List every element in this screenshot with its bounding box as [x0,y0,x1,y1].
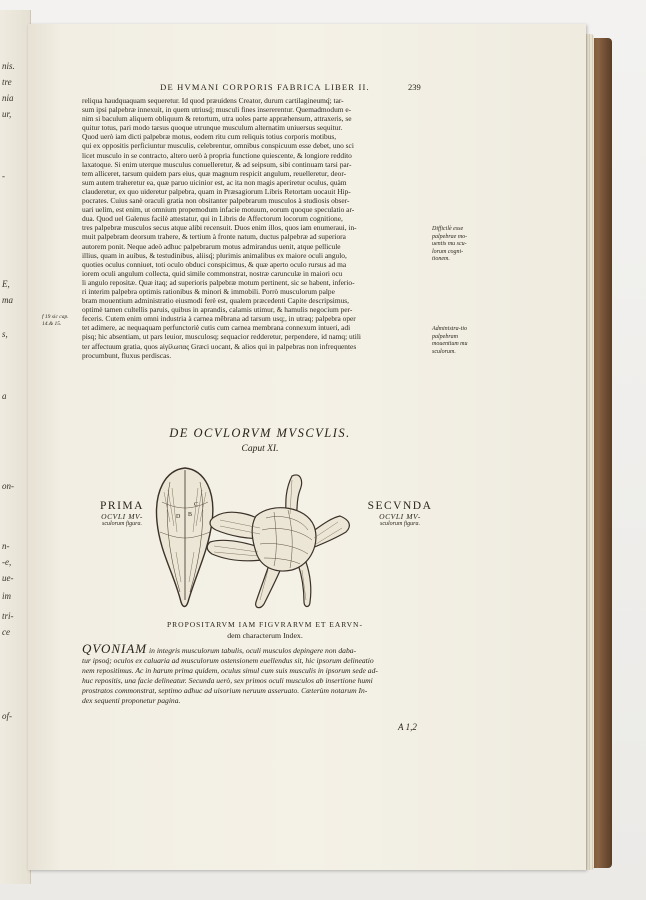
body-line: iorem oculi angulum collecta, quid simile commonstrat, nostrӕ carunculӕ in maiori ocu [82,268,343,278]
figure-introduction-text [82,641,428,706]
body-line: bram mouentium administratio eiusmodi ferè est, qualem prӕcedenti Capite descripsimus, [82,296,350,306]
body-line: illius, quam in auibus, & testudinibus, aliisq́; plurimis animalibus ex maiore oculi angulo, [82,250,347,260]
figure-one-title: PRIMA [100,500,144,512]
facing-page-fragment: ce [2,627,10,637]
facing-page-fragment: ur, [2,109,12,119]
margin-note-reference: f 19 sic cap. 14.& 15. [42,314,69,327]
facing-page-fragment: nis. [2,61,15,71]
body-line: clauderetur, ex quo uideretur palpebra, quam in Prӕsagiorum Libris Retortam uocauit Hip- [82,186,351,196]
margin-note-difficult: Difficilè esse palpebrae mo-uentis mu scu-lorum cogni-tionem. [432,226,468,262]
facing-page-fragment: on- [2,481,14,491]
intro-line: tur ipsoq́; oculos ex caluaria ad musculorum ostensionem euellendus sit, hic ipsorum delineatio [82,656,374,665]
figure-two-subtitle: OCVLI MV- [379,512,421,521]
intro-dropcap: QVONIAM [82,641,148,656]
intro-line: dex sequenti proponetur pagina. [82,696,181,705]
body-line: autorem ponit. Neque adeò adhuc palpebrarum motus admirandus uenit, atque pellicule [82,241,341,251]
facing-page-fragment: tri- [2,611,14,621]
body-line: licet musculo in se contracto, altero uerò à propria functione quiescente, & longiore reddito [82,150,352,160]
intro-line: in integris musculorum tabulis, oculi musculos depingere non daba- [147,646,357,655]
figure-caption-line-1: PROPOSITARVM IAM FIGVRARVM ET EARVN- [167,620,363,629]
intro-line: prostratos commonstrat, septimo adhuc ad uisorium neruum asseruato. Cӕterùm notarum In- [82,686,368,695]
body-line: optimè tamen cultellis paruis, quibus in aprandis, calamis utimur, & hamulis negocium per- [82,305,353,315]
figure-two-title: SECVNDA [367,500,433,512]
body-line: laxatoque. Si enim uterque musculus conuelleretur, & ad seipsum, sibi continuam tarsi par- [82,159,352,169]
svg-text:C: C [194,502,199,508]
body-line: uari uelim, est enim, ut omnium propemodum infacie motuum, eorum quoque speculatio ar- [82,205,355,215]
chapter-heading: DE OCVLORVM MVSCVLIS. [169,426,351,440]
facing-page-fragment: s, [2,329,8,339]
body-line: nim si baculum aliquem obliquum & retortum, utra uoles parte apprӕhensum, attraxeris, se [82,114,352,124]
body-line: Quod uerò iam dicti palpebrӕ motus, eodem ritu cum reliquis totius corporis motibus, [82,132,337,142]
body-line: tres palpebrӕ musculos secus atque alibi recensuit. Duos enim illos, quos iam enumeraui, in- [82,223,357,233]
eye-muscles-figure-two [200,466,360,616]
body-line: muit palpebram deorsum trahere, & tertium à fronte natum, ductus palpebrӕ ad superiora [82,232,346,242]
body-line: sum ipsi palpebrӕ innexuit, in quem utriusq́; musculi fines insererentur. Quemadmodum e- [82,105,352,115]
facing-page-fragment: E, [2,279,10,289]
facing-page-fragment: -e, [2,557,12,567]
facing-page-fragment: tre [2,77,12,87]
body-line: ri interim palpebra optimis rationibus & minori & immobili. Porrò musculorum palpe [82,286,335,296]
facing-page-fragment: n- [2,541,10,551]
figure-caption-line-2: dem characterum Index. [227,631,303,640]
svg-text:D: D [176,514,181,520]
chapter-subheading: Caput XI. [241,444,279,454]
body-line: procumbunt, fluxus perdiscas. [82,350,172,360]
facing-page-edge [0,10,31,884]
running-head: DE HVMANI CORPORIS FABRICA LIBER II. [160,82,370,92]
facing-page-fragment: ue- [2,573,14,583]
page-number: 239 [408,82,421,92]
body-line: quitur totus, pari modo tarsus quoque utrunque musculum alternatim uniuersus sequitur. [82,123,343,133]
body-line: dua. Quod uel Galenus facilè attestatur, qui in Libris de Affectorum locorum cognitione, [82,214,343,224]
signature-mark: A 1,2 [398,722,417,732]
facing-page-fragment: - [2,171,5,181]
figure-two-label [360,500,440,527]
body-line: pocrates. Cuius sanè oraculi gratia non obsitanter palpebrarum musculos à studiosis obser- [82,196,350,206]
figure-one-subtitle: OCVLI MV- [101,512,143,521]
figure-two-subtitle-2: sculorum figura. [379,521,420,527]
figure-one-subtitle-2: sculorum figura. [101,521,142,527]
svg-text:B: B [188,512,193,518]
facing-page-fragment: a [2,391,7,401]
body-line: pisq; hic absentiam, ut pars leuior, musculosq; sequacior redderetur, perpendere, id namq; utili [82,332,361,342]
intro-line: huc repositis, una facie delineatur. Secunda uerò, sex primos oculi musculos ab insertione humi [82,676,373,685]
body-line: tem alliceret, tarsum quidem pars eius, quӕ magnum respicit angulum, reuelleretur, deor- [82,168,347,178]
body-line: ter affectuum gratia, quos aἰγίλωπας Grӕci uocant, & alios qui in palpebras non infrequentes [82,341,357,351]
facing-page-fragment: of- [2,711,12,721]
facing-page-fragment: im [2,591,11,601]
body-line: quoties oculus conniuet, toti oculo obduci conspicimus, & quӕ aperto oculo rursus ad ma [82,259,347,269]
body-line: feceris. Cutem enim omni industria à carnea mẽbrana ad tarsum usq;, in utraq; palpebra oper [82,314,356,324]
body-line: qui ex oppositis perficiuntur musculis, celebrentur, omnibus conspicuum esse debet, uno sci [82,141,354,151]
body-line: li angulo repositӕ. Quӕ itaq; ad superioris palpebrӕ motum pertinent, sic se habent, inferio- [82,277,355,287]
facing-page-fragment: nia [2,93,14,103]
body-line: tet adimere, ac nequaquam perfunctoriè cutis cum carnea membrana connexum intueri, adi [82,323,351,333]
body-line: sum autem traheretur ea, quӕ paruo uicinior est, ac ita non magis aperiretur oculus, quàm [82,177,347,187]
margin-note-administration: Administra-tio palpebram mouentium mu sculorum. [432,326,468,355]
intro-line: nem repositimus. Ac in harum prima quidem, oculus simul cum suis musculis in ipsorum sede ad- [82,666,378,675]
body-line: reliqua haudquaquam sequeretur. Id quod prӕuidens Creator, durum cartilagineumq́; tar- [82,96,344,105]
facing-page-fragment: ma [2,295,13,305]
body-text [82,96,428,360]
